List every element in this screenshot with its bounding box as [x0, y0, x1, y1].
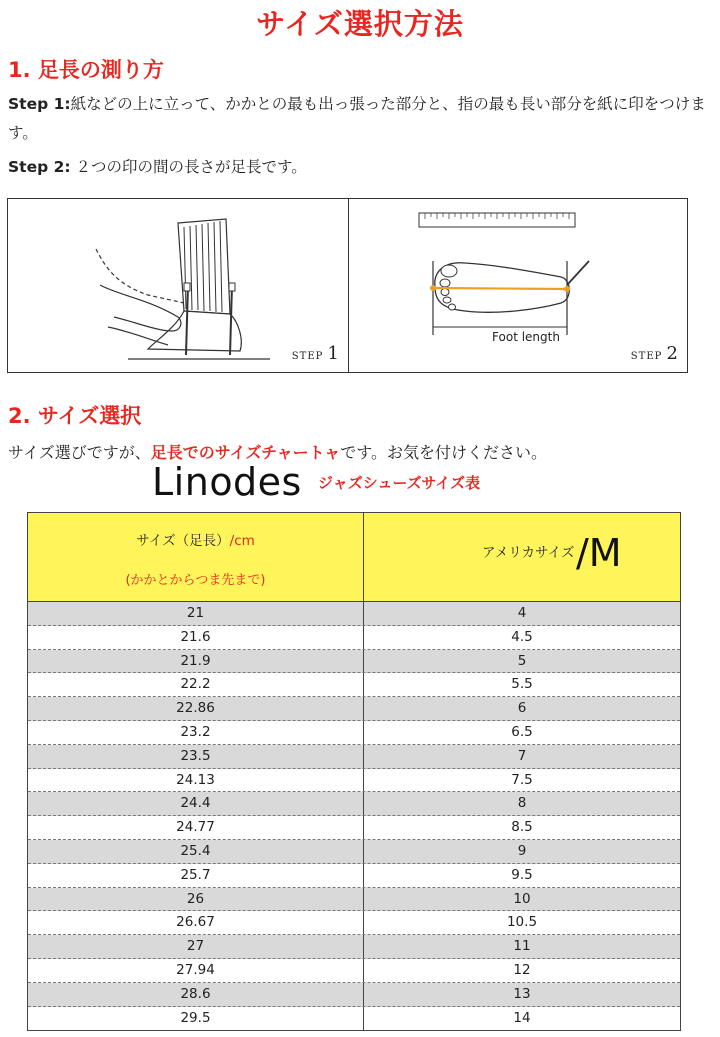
table-row	[28, 745, 680, 769]
header-foot-length: サイズ（足長）/cm (かかとからつま先まで)	[28, 513, 364, 601]
step1-text: 紙などの上に立って、かかとの最も出っ張った部分と、指の最も長い部分を紙に印をつけます。	[8, 95, 706, 142]
intro-highlight: 足長でのサイズチャートャ	[150, 443, 341, 462]
cell-foot-length: 23.5	[28, 745, 364, 768]
step2-text: ２つの印の間の長さが足長です。	[75, 158, 307, 176]
page-title: サイズ選択方法	[256, 7, 464, 41]
size-intro-text: サイズ選びですが、足長でのサイズチャートャです。お気を付けください。	[8, 443, 547, 462]
brand-name: Linodes	[152, 460, 302, 504]
cell-foot-length: 22.86	[28, 697, 364, 720]
cell-us-size: 11	[513, 938, 531, 955]
table-row	[28, 816, 680, 840]
cell-us-size: 5.5	[511, 676, 533, 693]
cell-us-size: 10.5	[506, 914, 538, 931]
cell-us-size: 7	[517, 747, 527, 764]
cell-foot-length: 26.67	[28, 911, 364, 934]
foot-length-label: Foot length	[492, 330, 560, 344]
section-heading-measure: 1. 足長の測り方	[8, 58, 164, 82]
table-row	[28, 650, 680, 674]
table-row	[28, 983, 680, 1007]
cell-us-size: 12	[513, 961, 531, 978]
cell-foot-length: 22.2	[28, 673, 364, 696]
cell-foot-length: 26	[28, 888, 364, 911]
table-row	[28, 935, 680, 959]
cell-us-size: 13	[513, 985, 531, 1002]
table-row	[28, 888, 680, 912]
table-row	[28, 911, 680, 935]
cell-us-size: 10	[513, 890, 531, 907]
cell-foot-length: 28.6	[28, 983, 364, 1006]
cell-us-size: 6.5	[511, 723, 533, 740]
cell-foot-length: 27	[28, 935, 364, 958]
table-row	[28, 769, 680, 793]
step1-label: Step 1:	[8, 95, 71, 113]
header-us-size: アメリカサイズ /M	[482, 531, 622, 575]
cell-foot-length: 27.94	[28, 959, 364, 982]
cell-us-size: 8	[517, 795, 527, 812]
cell-us-size: 8.5	[511, 819, 533, 836]
cell-foot-length: 21	[28, 602, 364, 625]
cell-us-size: 4.5	[511, 628, 533, 645]
size-chart-table	[27, 512, 681, 1031]
table-row	[28, 626, 680, 650]
table-row	[28, 602, 680, 626]
table-header	[28, 513, 680, 602]
cell-us-size: 9	[517, 842, 527, 859]
table-row	[28, 673, 680, 697]
header-foot-length-note: (かかとからつま先まで)	[125, 573, 266, 588]
step2-figure-label: STEP 2	[630, 343, 679, 364]
table-row	[28, 1007, 680, 1031]
cell-foot-length: 24.4	[28, 792, 364, 815]
figure-step2-panel	[349, 199, 687, 372]
table-row	[28, 721, 680, 745]
cell-foot-length: 24.77	[28, 816, 364, 839]
table-row	[28, 864, 680, 888]
table-body	[28, 602, 680, 1030]
cell-foot-length: 21.6	[28, 626, 364, 649]
table-row	[28, 840, 680, 864]
cell-us-size: 6	[517, 700, 527, 717]
cell-foot-length: 29.5	[28, 1007, 364, 1031]
cell-foot-length: 24.13	[28, 769, 364, 792]
measurement-figure	[7, 198, 688, 373]
cell-us-size: 5	[517, 652, 527, 669]
step1-figure-label: STEP 1	[291, 343, 340, 364]
cell-foot-length: 25.7	[28, 864, 364, 887]
table-row	[28, 792, 680, 816]
cell-foot-length: 21.9	[28, 650, 364, 673]
cell-foot-length: 25.4	[28, 840, 364, 863]
cell-us-size: 4	[517, 605, 527, 621]
cell-us-size: 9.5	[511, 866, 533, 883]
cell-foot-length: 23.2	[28, 721, 364, 744]
step2-label: Step 2:	[8, 158, 71, 176]
cell-us-size: 14	[513, 1009, 531, 1026]
section-heading-size-select: 2. サイズ選択	[8, 404, 142, 428]
cell-us-size: 7.5	[511, 771, 533, 788]
size-table-title: ジャズシューズサイズ表	[318, 474, 481, 492]
step1-instruction	[8, 90, 720, 148]
table-row	[28, 697, 680, 721]
step2-instruction	[8, 153, 307, 182]
figure-step1-panel	[8, 199, 349, 372]
table-row	[28, 959, 680, 983]
